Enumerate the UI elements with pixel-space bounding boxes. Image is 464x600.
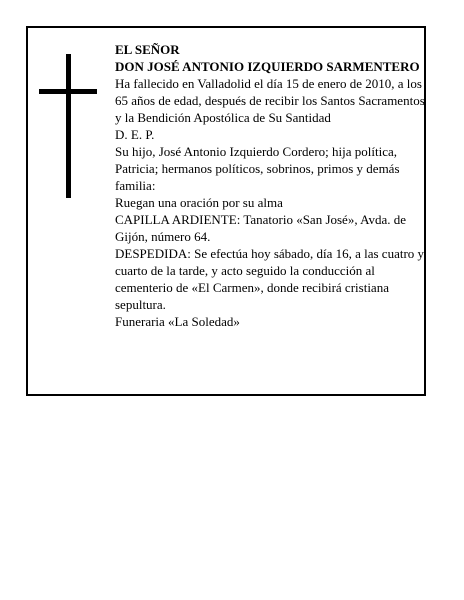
farewell-info: DESPEDIDA: Se efectúa hoy sábado, día 16, a las cuatro y cuarto de la tarde, y acto seguido la conducción al cementerio de «El Carmen», donde recibirá cristiana sepultura. [115, 246, 425, 312]
cross-horizontal-bar [39, 89, 97, 94]
notice-body [115, 41, 425, 330]
cross-icon [39, 54, 97, 198]
family-list: Su hijo, José Antonio Izquierdo Cordero; hija política, Patricia; hermanos políticos, sobrinos, primos y demás familia: [115, 144, 400, 193]
cross-vertical-bar [66, 54, 71, 198]
funeral-home: Funeraria «La Soledad» [115, 314, 240, 329]
rest-in-peace: D. E. P. [115, 127, 155, 142]
chapel-info: CAPILLA ARDIENTE: Tanatorio «San José», Avda. de Gijón, número 64. [115, 212, 407, 244]
heading-title: EL SEÑOR [115, 42, 180, 57]
obituary-notice [26, 26, 426, 396]
death-announcement: Ha fallecido en Valladolid el día 15 de enero de 2010, a los 65 años de edad, después de recibir los Santos Sacramentos y la Bendición Apostólica de Su Santidad [115, 76, 425, 125]
prayer-request: Ruegan una oración por su alma [115, 195, 283, 210]
deceased-name: DON JOSÉ ANTONIO IZQUIERDO SARMENTERO [115, 59, 420, 74]
